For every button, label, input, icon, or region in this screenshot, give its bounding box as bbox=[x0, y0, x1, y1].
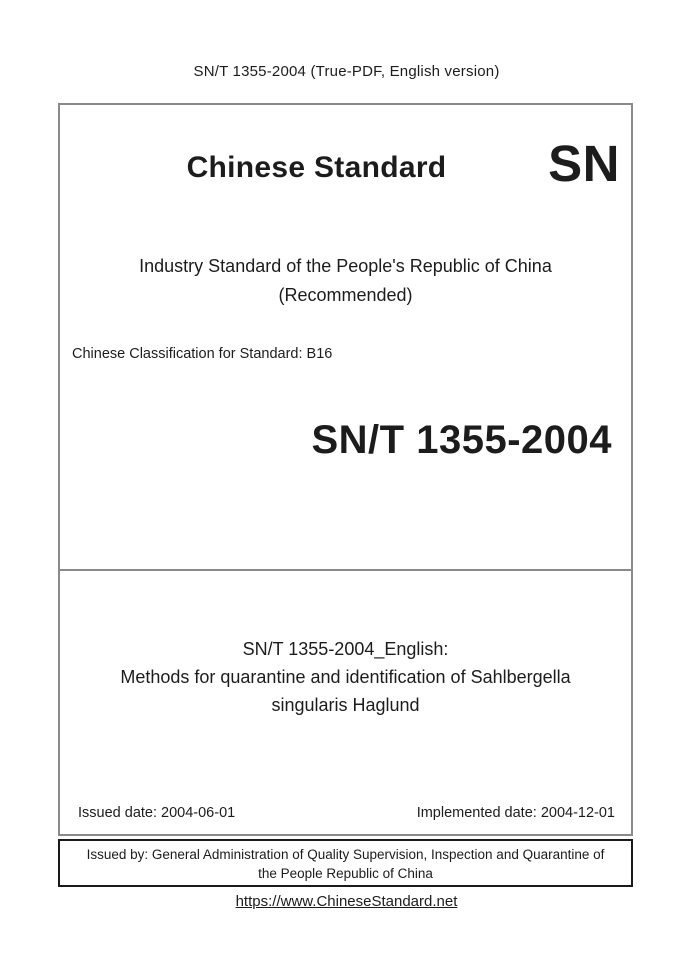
dates-row bbox=[78, 805, 615, 821]
standard-number: SN/T 1355-2004 bbox=[311, 418, 612, 462]
implemented-date: Implemented date: 2004-12-01 bbox=[416, 805, 615, 821]
brand-title: Chinese Standard bbox=[186, 151, 447, 184]
standard-type-line1: Industry Standard of the People's Republic of China bbox=[139, 256, 552, 276]
sn-logo: SN bbox=[548, 135, 620, 192]
english-title-block bbox=[60, 635, 631, 719]
classification-note: Chinese Classification for Standard: B16 bbox=[72, 346, 333, 362]
issuer-line1: Issued by: General Administration of Quality Supervision, Inspection and Quarantine of bbox=[86, 847, 605, 862]
section-divider bbox=[60, 569, 631, 571]
footer-link[interactable]: https://www.ChineseStandard.net bbox=[235, 893, 458, 910]
english-title-line3: singularis Haglund bbox=[271, 695, 420, 715]
standard-type-block bbox=[60, 252, 631, 310]
issuer-box bbox=[58, 839, 633, 887]
standard-cover-box bbox=[58, 103, 633, 836]
english-title-line2: Methods for quarantine and identification of Sahlbergella bbox=[120, 667, 571, 687]
standard-type-line2: (Recommended) bbox=[278, 285, 413, 305]
footer-link-row bbox=[0, 893, 693, 910]
document-header-text: SN/T 1355-2004 (True-PDF, English version) bbox=[193, 63, 500, 80]
issuer-line2: the People Republic of China bbox=[258, 866, 433, 881]
english-title-line1: SN/T 1355-2004_English: bbox=[242, 639, 449, 659]
issued-date: Issued date: 2004-06-01 bbox=[78, 805, 236, 821]
